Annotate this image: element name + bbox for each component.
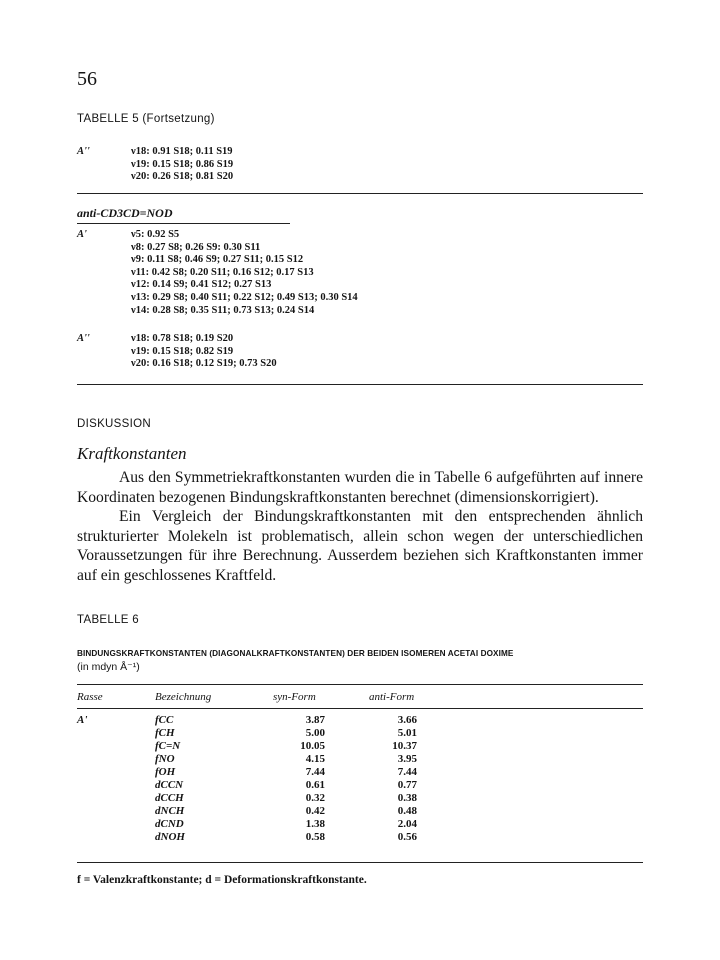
syn-value-cell: 0.58	[305, 831, 325, 843]
table6-top-rule	[77, 684, 643, 685]
table6-title: BINDUNGSKRAFTKONSTANTEN (DIAGONALKRAFTKONSTANTEN) DER BEIDEN ISOMEREN ACETAI DOXIME	[77, 649, 514, 658]
constant-name-cell: fCC	[155, 714, 174, 726]
symmetry-cell	[77, 740, 155, 753]
mode-row: ν19: 0.15 S18; 0.82 S19	[131, 345, 234, 357]
anti-value-cell: 3.66	[397, 714, 417, 726]
mode-row: ν12: 0.14 S9; 0.41 S12; 0.27 S13	[131, 279, 272, 291]
constant-name-cell: fC=N	[155, 740, 181, 752]
page-number: 56	[77, 68, 97, 90]
mode-row: ν9: 0.11 S8; 0.46 S9; 0.27 S11; 0.15 S12	[131, 254, 304, 266]
mode-row: ν13: 0.29 S8; 0.40 S11; 0.22 S12; 0.49 S13; 0.30 S14	[131, 291, 358, 303]
symmetry-cell: A'	[77, 714, 88, 726]
table6-footnote: f = Valenzkraftkonstante; d = Deformationskraftkonstante.	[77, 874, 367, 886]
paragraph: Ein Vergleich der Bindungskraftkonstanten mit den entsprechenden ähnlich strukturierter Molekeln ist problematisch, allein schon wegen der unterschiedlichen Voraussetzungen für ihre Berechnung. Ausserdem beziehen sich Kraftkonstanten immer auf ein geschlossenes Kraftfeld.	[77, 508, 643, 584]
constant-name-cell: fOH	[155, 766, 176, 778]
syn-value-cell: 0.32	[305, 792, 325, 804]
anti-value-cell: 3.95	[397, 753, 417, 765]
constant-name-cell: dCCH	[155, 792, 184, 804]
symmetry-cell	[77, 766, 155, 779]
column-header: Rasse	[77, 691, 103, 703]
mode-row: ν19: 0.15 S18; 0.86 S19	[131, 158, 234, 170]
table-row	[77, 766, 441, 779]
anti-value-cell: 7.44	[397, 766, 417, 778]
anti-value-cell: 5.01	[397, 727, 417, 739]
table5-divider	[77, 193, 643, 194]
heading-underline	[77, 223, 290, 224]
table5-caption: TABELLE 5 (Fortsetzung)	[77, 113, 215, 125]
table-row	[77, 779, 441, 792]
column-header: anti-Form	[369, 691, 415, 703]
discussion-body	[77, 468, 643, 586]
symmetry-cell	[77, 727, 155, 740]
table5-group2-rows	[131, 333, 277, 371]
table6	[77, 686, 441, 844]
mode-row: ν5: 0.92 S5	[131, 229, 180, 240]
syn-value-cell: 3.87	[305, 714, 325, 726]
table-row	[77, 727, 441, 740]
constant-name-cell: dCND	[155, 818, 184, 830]
table5-block1-rows	[131, 146, 233, 184]
anti-value-cell: 0.56	[397, 831, 417, 843]
table-header-row	[77, 686, 441, 708]
table5-group2-symmetry: A''	[77, 333, 90, 344]
constant-name-cell: dCCN	[155, 779, 184, 791]
symmetry-cell	[77, 831, 155, 844]
symmetry-cell	[77, 792, 155, 805]
constant-name-cell: dNCH	[155, 805, 185, 817]
constant-name-cell: dNOH	[155, 831, 185, 843]
mode-row: ν8: 0.27 S8; 0.26 S9: 0.30 S11	[131, 241, 261, 253]
mode-row: ν20: 0.26 S18; 0.81 S20	[131, 171, 234, 183]
mode-row: ν14: 0.28 S8; 0.35 S11; 0.73 S13; 0.24 S14	[131, 304, 315, 316]
constant-name-cell: fCH	[155, 727, 175, 739]
section-heading: DISKUSSION	[77, 418, 151, 430]
syn-value-cell: 0.61	[305, 779, 325, 791]
paragraph: Aus den Symmetriekraftkonstanten wurden die in Tabelle 6 aufgeführten auf innere Koordinaten bezogenen Bindungskraftkonstanten berechnet (dimensionskorrigiert).	[77, 469, 643, 506]
table-row	[77, 740, 441, 753]
mode-row: ν18: 0.78 S18; 0.19 S20	[131, 333, 234, 344]
mode-row: ν20: 0.16 S18; 0.12 S19; 0.73 S20	[131, 358, 277, 370]
syn-value-cell: 4.15	[305, 753, 325, 765]
mode-row: ν18: 0.91 S18; 0.11 S19	[131, 146, 233, 157]
mode-row: ν11: 0.42 S8; 0.20 S11; 0.16 S12; 0.17 S13	[131, 266, 314, 278]
table-row	[77, 831, 441, 844]
table6-caption: TABELLE 6	[77, 614, 139, 626]
table5-group1-symmetry: A'	[77, 229, 87, 240]
anti-value-cell: 2.04	[397, 818, 417, 830]
constant-name-cell: fNO	[155, 753, 175, 765]
symmetry-cell	[77, 805, 155, 818]
anti-value-cell: 0.38	[397, 792, 417, 804]
table6-unit: (in mdyn Å⁻¹)	[77, 661, 140, 673]
table-row	[77, 818, 441, 831]
column-header: syn-Form	[273, 691, 316, 703]
syn-value-cell: 1.38	[305, 818, 325, 830]
table-row	[77, 805, 441, 818]
anti-value-cell: 0.77	[397, 779, 417, 791]
table5-molecule-heading: anti-CD3CD=NOD	[77, 206, 173, 220]
column-header: Bezeichnung	[155, 691, 212, 703]
symmetry-cell	[77, 818, 155, 831]
subsection-heading: Kraftkonstanten	[77, 444, 187, 463]
syn-value-cell: 7.44	[305, 766, 325, 778]
table5-bottom-rule	[77, 384, 643, 385]
table-row	[77, 792, 441, 805]
syn-value-cell: 0.42	[305, 805, 325, 817]
table5-block1-symmetry: A''	[77, 146, 90, 157]
table-row	[77, 708, 441, 727]
syn-value-cell: 10.05	[300, 740, 325, 752]
table6-bottom-rule	[77, 862, 643, 863]
syn-value-cell: 5.00	[305, 727, 325, 739]
table5-group1-rows	[131, 229, 358, 317]
symmetry-cell	[77, 753, 155, 766]
anti-value-cell: 10.37	[392, 740, 417, 752]
table-row	[77, 753, 441, 766]
anti-value-cell: 0.48	[397, 805, 417, 817]
symmetry-cell	[77, 779, 155, 792]
